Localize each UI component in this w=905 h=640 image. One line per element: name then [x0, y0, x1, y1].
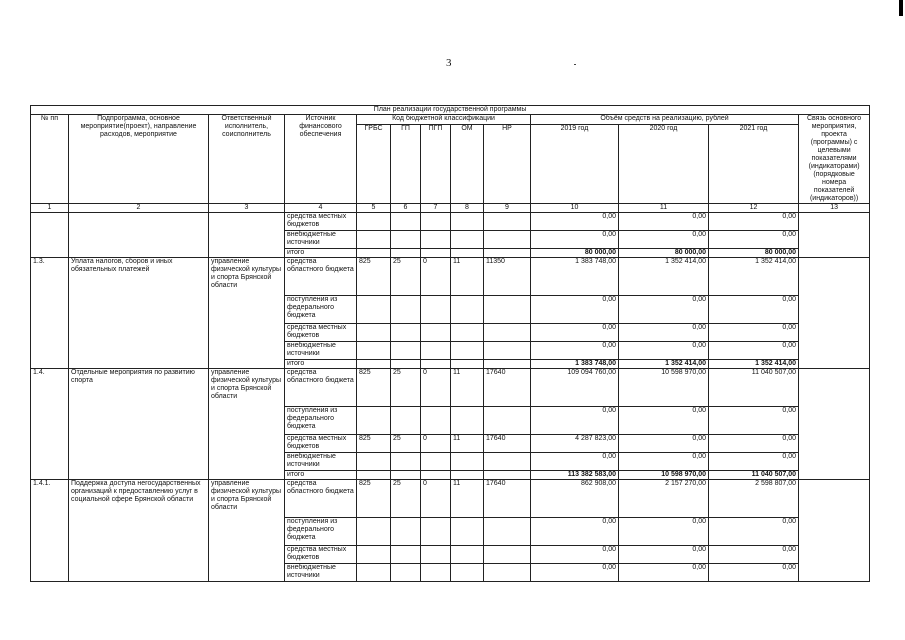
code-pgp: 0: [421, 480, 451, 518]
amount-cell: 0,00: [531, 296, 619, 324]
source-label: поступления из федерального бюджета: [285, 296, 357, 324]
amount-cell: 1 383 748,00: [531, 258, 619, 296]
amount-cell: 0,00: [709, 564, 799, 582]
item-number: 1.4.1.: [31, 480, 69, 582]
column-number: 12: [709, 204, 799, 213]
col-header-link: Связь основного мероприятия, проекта (программы) с целевыми показателями (индикаторами) (порядковые номера показателей (индикаторов)): [799, 115, 870, 204]
code-np: 17640: [484, 435, 531, 453]
amount-cell: 0,00: [619, 407, 709, 435]
total-cell: 80 000,00: [619, 249, 709, 258]
source-label: поступления из федерального бюджета: [285, 518, 357, 546]
plan-table: [30, 105, 870, 582]
column-number: 10: [531, 204, 619, 213]
col-header-gp: ГП: [391, 124, 421, 203]
table-row: [31, 213, 870, 231]
total-cell: 1 383 748,00: [531, 360, 619, 369]
column-number: 9: [484, 204, 531, 213]
amount-cell: 0,00: [531, 546, 619, 564]
table-row: [31, 369, 870, 407]
col-header-responsible: Ответственный исполнитель, соисполнитель: [209, 115, 285, 204]
amount-cell: 0,00: [619, 546, 709, 564]
amount-cell: 1 352 414,00: [619, 258, 709, 296]
column-number: 1: [31, 204, 69, 213]
amount-cell: 0,00: [709, 324, 799, 342]
amount-cell: 2 598 807,00: [709, 480, 799, 518]
code-np: 17640: [484, 369, 531, 407]
amount-cell: 0,00: [531, 231, 619, 249]
column-number: 5: [357, 204, 391, 213]
col-header-source: Источник финансового обеспечения: [285, 115, 357, 204]
table-row: [31, 480, 870, 518]
total-cell: 1 352 414,00: [619, 360, 709, 369]
code-np: 17640: [484, 480, 531, 518]
code-grbs: 825: [357, 480, 391, 518]
scan-speck: [574, 64, 576, 65]
col-header-no: № пп: [31, 115, 69, 204]
amount-cell: 0,00: [709, 342, 799, 360]
total-cell: 10 598 970,00: [619, 471, 709, 480]
code-np: 11350: [484, 258, 531, 296]
cell-empty: [799, 369, 870, 480]
item-name: Уплата налогов, сборов и иных обязательных платежей: [69, 258, 209, 369]
amount-cell: 0,00: [619, 342, 709, 360]
amount-cell: 0,00: [619, 518, 709, 546]
cell-empty: [799, 213, 870, 258]
column-number: 4: [285, 204, 357, 213]
code-om: 11: [451, 435, 484, 453]
code-gp: 25: [391, 435, 421, 453]
source-label: средства местных бюджетов: [285, 546, 357, 564]
total-cell: 80 000,00: [709, 249, 799, 258]
col-header-volume: Объём средств на реализацию, рублей: [531, 115, 799, 125]
item-responsible: управление физической культуры и спорта Брянской области: [209, 480, 285, 582]
cell-empty: [799, 480, 870, 582]
header-row-groups: [31, 115, 870, 125]
source-label-total: итого: [285, 471, 357, 480]
amount-cell: 2 157 270,00: [619, 480, 709, 518]
amount-cell: 0,00: [709, 231, 799, 249]
item-name: Отдельные мероприятия по развитию спорта: [69, 369, 209, 480]
amount-cell: 0,00: [531, 518, 619, 546]
amount-cell: 4 287 823,00: [531, 435, 619, 453]
cell-empty: [69, 213, 209, 258]
code-grbs: 825: [357, 369, 391, 407]
amount-cell: 0,00: [709, 435, 799, 453]
amount-cell: 0,00: [531, 453, 619, 471]
source-label: средства областного бюджета: [285, 369, 357, 407]
col-header-grbs: ГРБС: [357, 124, 391, 203]
amount-cell: 0,00: [619, 231, 709, 249]
amount-cell: 0,00: [619, 296, 709, 324]
source-label: внебюджетные источники: [285, 231, 357, 249]
cell-empty: [799, 258, 870, 369]
amount-cell: 0,00: [709, 407, 799, 435]
code-om: 11: [451, 480, 484, 518]
source-label: средства областного бюджета: [285, 258, 357, 296]
source-label: средства областного бюджета: [285, 480, 357, 518]
source-label: средства местных бюджетов: [285, 435, 357, 453]
amount-cell: 0,00: [619, 564, 709, 582]
total-cell: 1 352 414,00: [709, 360, 799, 369]
column-number: 2: [69, 204, 209, 213]
table-row: [31, 258, 870, 296]
column-number: 6: [391, 204, 421, 213]
column-numbers-row: [31, 204, 870, 213]
col-header-budget-code: Код бюджетной классификации: [357, 115, 531, 125]
col-header-2021: 2021 год: [709, 124, 799, 203]
amount-cell: 0,00: [531, 213, 619, 231]
col-header-pgp: ПГП: [421, 124, 451, 203]
amount-cell: 0,00: [619, 453, 709, 471]
col-header-2020: 2020 год: [619, 124, 709, 203]
column-number: 13: [799, 204, 870, 213]
amount-cell: 0,00: [709, 453, 799, 471]
source-label-total: итого: [285, 360, 357, 369]
source-label: средства местных бюджетов: [285, 324, 357, 342]
amount-cell: 0,00: [709, 213, 799, 231]
page-number: 3: [446, 57, 452, 69]
total-cell: 113 382 583,00: [531, 471, 619, 480]
item-number: 1.4.: [31, 369, 69, 480]
scan-edge-mark: [899, 0, 903, 16]
code-gp: 25: [391, 369, 421, 407]
col-header-om: ОМ: [451, 124, 484, 203]
item-responsible: управление физической культуры и спорта Брянской области: [209, 369, 285, 480]
amount-cell: 10 598 970,00: [619, 369, 709, 407]
amount-cell: 0,00: [709, 518, 799, 546]
header-row-title: [31, 106, 870, 115]
column-number: 3: [209, 204, 285, 213]
amount-cell: 0,00: [531, 342, 619, 360]
source-label-total: итого: [285, 249, 357, 258]
cell-empty: [31, 213, 69, 258]
source-label: поступления из федерального бюджета: [285, 407, 357, 435]
code-om: 11: [451, 258, 484, 296]
total-cell: 11 040 507,00: [709, 471, 799, 480]
amount-cell: 0,00: [619, 435, 709, 453]
item-name: Поддержка доступа негосударственных организаций к предоставлению услуг в социальной сфере Брянской области: [69, 480, 209, 582]
code-gp: 25: [391, 480, 421, 518]
amount-cell: 109 094 760,00: [531, 369, 619, 407]
amount-cell: 0,00: [709, 296, 799, 324]
amount-cell: 0,00: [531, 407, 619, 435]
col-header-program: Подпрограмма, основное мероприятие(проект), направление расходов, мероприятие: [69, 115, 209, 204]
source-label: внебюджетные источники: [285, 342, 357, 360]
code-om: 11: [451, 369, 484, 407]
code-gp: 25: [391, 258, 421, 296]
source-label: внебюджетные источники: [285, 453, 357, 471]
amount-cell: 862 908,00: [531, 480, 619, 518]
amount-cell: 0,00: [619, 213, 709, 231]
code-pgp: 0: [421, 369, 451, 407]
amount-cell: 0,00: [531, 564, 619, 582]
column-number: 11: [619, 204, 709, 213]
code-pgp: 0: [421, 435, 451, 453]
amount-cell: 1 352 414,00: [709, 258, 799, 296]
plan-title: План реализации государственной программы: [31, 106, 870, 115]
amount-cell: 0,00: [619, 324, 709, 342]
code-grbs: 825: [357, 258, 391, 296]
col-header-2019: 2019 год: [531, 124, 619, 203]
amount-cell: 0,00: [709, 546, 799, 564]
total-cell: 80 000,00: [531, 249, 619, 258]
source-label: средства местных бюджетов: [285, 213, 357, 231]
column-number: 8: [451, 204, 484, 213]
item-number: 1.3.: [31, 258, 69, 369]
cell-empty: [209, 213, 285, 258]
code-pgp: 0: [421, 258, 451, 296]
amount-cell: 0,00: [531, 324, 619, 342]
col-header-np: НР: [484, 124, 531, 203]
item-responsible: управление физической культуры и спорта Брянской области: [209, 258, 285, 369]
code-grbs: 825: [357, 435, 391, 453]
amount-cell: 11 040 507,00: [709, 369, 799, 407]
source-label: внебюджетные источники: [285, 564, 357, 582]
column-number: 7: [421, 204, 451, 213]
